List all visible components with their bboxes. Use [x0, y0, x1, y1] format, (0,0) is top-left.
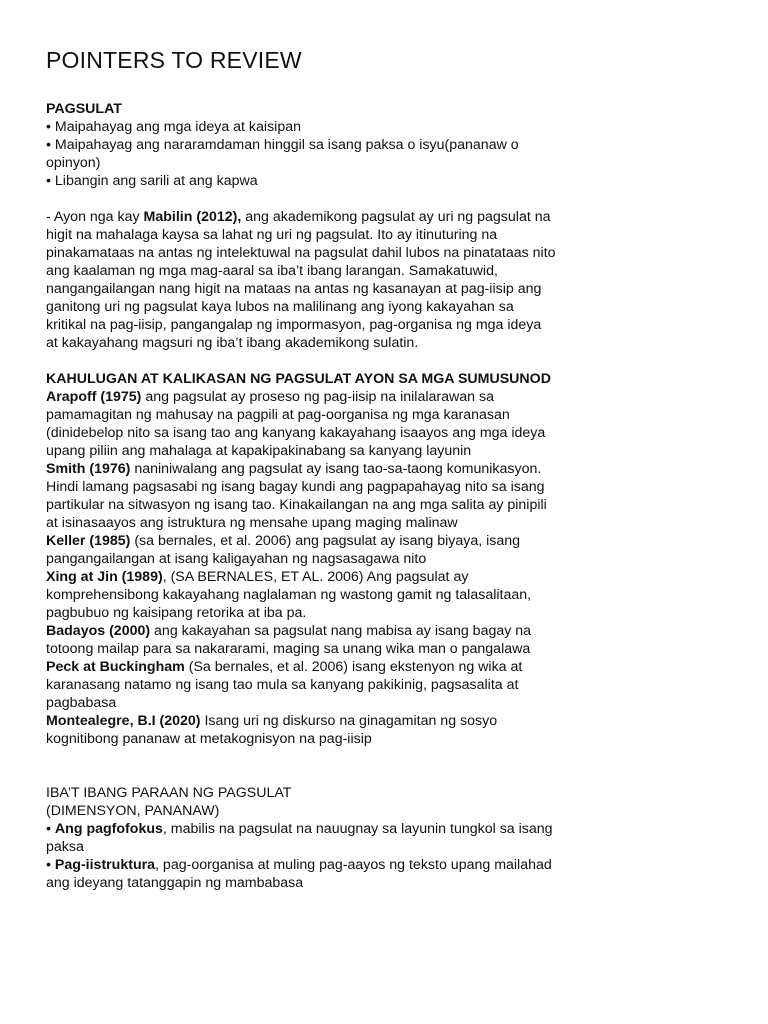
author-citation: Peck at Buckingham: [46, 659, 185, 675]
section-heading-paraan: IBA’T IBANG PARAAN NG PAGSULAT: [46, 785, 292, 801]
definition-text: (sa bernales, et al. 2006) ang pagsulat ay isang biyaya, isang pangangailangan at isang kaligayahan ng nagsasagawa nito: [46, 533, 521, 567]
bullet-item: • Libangin ang sarili at ang kapwa: [46, 173, 258, 189]
author-citation: Keller (1985): [46, 533, 131, 549]
author-citation: Arapoff (1975): [46, 389, 142, 405]
author-citation: Montealegre, B.I (2020): [46, 713, 201, 729]
author-citation: Mabilin (2012),: [143, 209, 242, 225]
document-title: POINTERS TO REVIEW: [46, 47, 302, 73]
term-label: Pag-iistruktura: [54, 857, 156, 873]
definition-text: naniniwalang ang pagsulat ay isang tao-sa-taong komunikasyon. Hindi lamang pagsasabi ng isang bagay kundi ang pagpapahayag nito sa isang partikular na sitwasyon ng isang tao. Kinakailangan na ang mga salita ay pinipili at isinasaayos ang istruktura ng mensahe upang maging malinaw: [46, 461, 547, 531]
spacer: [46, 190, 556, 208]
section-kahulugan: [46, 370, 556, 748]
definition-text: Isang uri ng diskurso na ginagamitan ng sosyo kognitibong pananaw at metakognisyon na pag-iisip: [46, 713, 498, 747]
bullet-prefix: •: [46, 857, 55, 873]
definition-text: ang kakayahan sa pagsulat nang mabisa ay isang bagay na totoong mailap para sa nakararami, maging sa unang wika man o pangalawa: [46, 623, 532, 657]
paragraph-text: ang akademikong pagsulat ay uri ng pagsulat na higit na mahalaga kaysa sa lahat ng uri ng pagsulat. Ito ay itinuturing na pinakamataas na antas ng intelektuwal na pagsulat dahil lubos na pinatataas nito ang kaalaman ng mga mag-aaral sa iba’t ibang larangan. Samakatuwid, nangangailangan nang higit na mataas na antas ng kasanayan at pag-iisip ang ganitong uri ng pagsulat kaya lubos na malilinang ang iyong kakayahan sa kritikal na pag-iisip, pangangalap ng impormasyon, pag-organisa ng mga ideya at kakayahang magsuri ng iba’t ibang akademikong sulatin.: [46, 209, 556, 351]
definition-entry: [46, 658, 556, 712]
bullet-item: [46, 820, 556, 856]
paragraph-mabilin: [46, 208, 556, 352]
definition-text: (Sa bernales, et al. 2006) isang ekstenyon ng wika at karanasang natamo ng isang tao mula sa kanyang pakikinig, pagsasalita at pagbabasa: [46, 659, 523, 711]
bullet-item: [46, 856, 556, 892]
section-paraan: [46, 784, 556, 892]
section-heading-kahulugan: KAHULUGAN AT KALIKASAN NG PAGSULAT AYON SA MGA SUMUSUNOD: [46, 371, 551, 387]
section-heading-pagsulat: PAGSULAT: [46, 101, 122, 117]
section-subheading-paraan: (DIMENSYON, PANANAW): [46, 803, 220, 819]
definition-text: , (SA BERNALES, ET AL. 2006) Ang pagsulat ay komprehensibong kakayahang naglalaman ng wastong gamit ng talasalitaan, pagbubuo ng kaisipang retorika at iba pa.: [46, 569, 532, 621]
definition-entry: [46, 532, 556, 568]
bullet-item: • Maipahayag ang nararamdaman hinggil sa isang paksa o isyu(pananaw o opinyon): [46, 137, 519, 171]
spacer: [46, 352, 556, 370]
author-citation: Badayos (2000): [46, 623, 151, 639]
definition-entry: [46, 712, 556, 748]
document-page: [46, 46, 556, 892]
definition-text: ang pagsulat ay proseso ng pag-iisip na inilalarawan sa pamamagitan ng mahusay na pagpili at pag-oorganisa ng mga karanasan (dinidebelop nito sa isang tao ang kanyang kakayahang isaayos ang mga ideya upang piliin ang mahalaga at kapakipakinabang sa kanyang layunin: [46, 389, 546, 459]
bullet-prefix: •: [46, 821, 55, 837]
definition-entry: [46, 622, 556, 658]
bullet-item: • Maipahayag ang mga ideya at kaisipan: [46, 119, 301, 135]
term-label: Ang pagfofokus: [54, 821, 163, 837]
author-citation: Xing at Jin (1989): [46, 569, 163, 585]
definition-entry: [46, 568, 556, 622]
definition-entry: [46, 460, 556, 532]
spacer: [46, 748, 556, 784]
author-citation: Smith (1976): [46, 461, 131, 477]
term-text: , pag-oorganisa at muling pag-aayos ng teksto upang mailahad ang ideyang tatanggapin ng mambabasa: [46, 857, 552, 891]
term-text: , mabilis na pagsulat na nauugnay sa layunin tungkol sa isang paksa: [46, 821, 553, 855]
paragraph-prefix: - Ayon nga kay: [46, 209, 144, 225]
section-pagsulat: [46, 100, 556, 352]
definition-entry: [46, 388, 556, 460]
